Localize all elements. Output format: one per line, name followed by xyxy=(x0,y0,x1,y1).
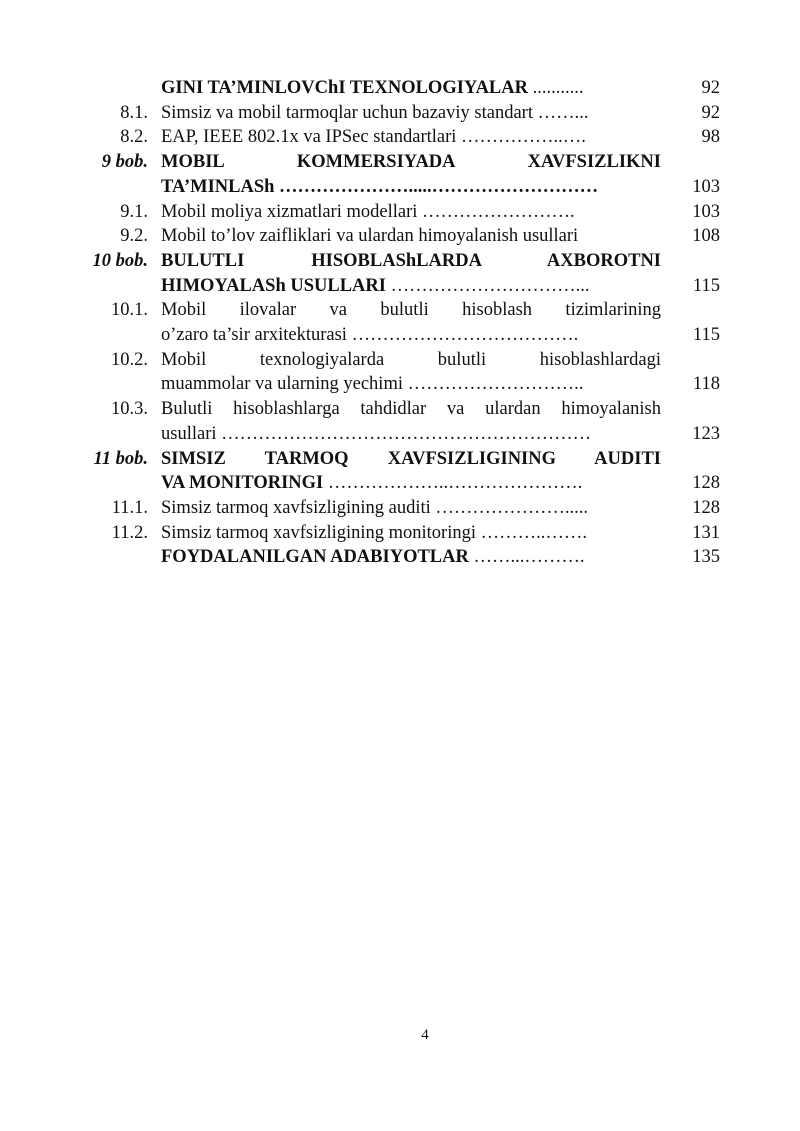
toc-page-number: 103 xyxy=(692,176,720,197)
section-number: 11.1. xyxy=(111,497,148,518)
toc-entry-leader: ........... xyxy=(528,78,584,98)
toc-entry-title xyxy=(161,224,661,249)
toc-entry xyxy=(60,545,740,570)
toc-page-number: 135 xyxy=(692,547,720,568)
toc-entry-title-line xyxy=(161,150,661,175)
toc-entry-title xyxy=(161,447,661,496)
toc-entry xyxy=(60,298,740,347)
toc-entry-text: Mobil ilovalar va bulutli hisoblash tizimlarining xyxy=(161,300,661,321)
toc-entry-text: Mobil to’lov zaifliklari va ulardan himoyalanish usullari xyxy=(161,226,579,247)
toc-page-number: 108 xyxy=(692,226,720,247)
toc-page-number: 118 xyxy=(692,374,720,395)
toc-entry-title-line xyxy=(161,76,661,101)
section-number: 10.2. xyxy=(111,349,148,370)
toc-page-number: 98 xyxy=(701,127,720,148)
toc-entry-text: Simsiz tarmoq xavfsizligining auditi …………………..... xyxy=(161,497,589,518)
toc-entry-title xyxy=(161,249,661,298)
toc-entry-title-line xyxy=(161,348,661,373)
toc-entry xyxy=(60,521,740,546)
toc-entry-text: Bulutli hisoblashlarga tahdidlar va ulardan himoyalanish xyxy=(161,399,661,420)
toc-entry xyxy=(60,397,740,446)
toc-entry-text: o’zaro ta’sir arxitekturasi ………………………………. xyxy=(161,325,579,346)
toc-entry xyxy=(60,224,740,249)
toc-entry-heading-text: FOYDALANILGAN ADABIYOTLAR xyxy=(161,547,469,568)
toc-entry xyxy=(60,76,740,101)
toc-entry-title xyxy=(161,150,661,199)
toc-entry-title-line xyxy=(161,447,661,472)
toc-entry-title xyxy=(161,101,661,126)
toc-entry-heading-text: SIMSIZ TARMOQ XAVFSIZLIGINING AUDITI xyxy=(161,448,661,469)
toc-entry-title xyxy=(161,200,661,225)
toc-entry xyxy=(60,101,740,126)
toc-entry xyxy=(60,496,740,521)
toc-entry-title xyxy=(161,521,661,546)
toc-entry-heading-text: TA’MINLASh ………………….....……………………… xyxy=(161,176,599,197)
toc-entry-title-line xyxy=(161,274,661,299)
toc-entry-title-line xyxy=(161,175,661,200)
toc-entry-title-line xyxy=(161,249,661,274)
toc-page-number: 92 xyxy=(701,78,720,98)
toc-entry-title xyxy=(161,76,661,101)
toc-entry-title-line xyxy=(161,125,661,150)
toc-entry-leader: ……...………. xyxy=(468,547,585,568)
toc-entry-title-line xyxy=(161,496,661,521)
toc-entry-title-line xyxy=(161,471,661,496)
toc-entry-text: Mobil texnologiyalarda bulutli hisoblashlardagi xyxy=(161,349,661,370)
section-number: 8.2. xyxy=(120,127,148,148)
toc-page-number: 115 xyxy=(692,325,720,346)
section-number: 9.2. xyxy=(120,226,148,247)
toc-entry-title-line xyxy=(161,422,661,447)
toc-entry xyxy=(60,447,740,496)
section-number: 8.1. xyxy=(120,102,148,123)
toc-entry-title xyxy=(161,397,661,446)
section-number: 9.1. xyxy=(120,201,148,222)
toc-entry-leader: …………………………... xyxy=(385,275,590,296)
toc-entry-leader: ………………..…………………. xyxy=(323,473,583,494)
toc-entry-text: Mobil moliya xizmatlari modellari ……………………. xyxy=(161,201,575,222)
toc-entry xyxy=(60,125,740,150)
toc-entry-title-line xyxy=(161,224,661,249)
toc-entry-title-line xyxy=(161,372,661,397)
section-number: 10.3. xyxy=(111,399,148,420)
toc-page-number: 103 xyxy=(692,201,720,222)
toc-entry-title-line xyxy=(161,545,661,570)
toc-page-number: 115 xyxy=(692,275,720,296)
toc-entry-title-line xyxy=(161,323,661,348)
table-of-contents xyxy=(60,76,740,570)
toc-page-number: 131 xyxy=(692,522,720,543)
toc-entry-heading-text: BULUTLI HISOBLAShLARDA AXBOROTNI xyxy=(161,250,661,271)
toc-entry xyxy=(60,200,740,225)
toc-entry-heading-text: MOBIL KOMMERSIYADA XAVFSIZLIKNI xyxy=(161,152,661,173)
toc-entry-title xyxy=(161,298,661,347)
toc-entry-title-line xyxy=(161,397,661,422)
toc-entry-heading-text: GINI TA’MINLOVChI TEXNOLOGIYALAR xyxy=(161,78,528,98)
toc-entry xyxy=(60,249,740,298)
toc-entry-heading-text: HIMOYALASh USULLARI xyxy=(161,275,386,296)
toc-page-number: 128 xyxy=(692,473,720,494)
section-number: 11.2. xyxy=(111,522,148,543)
chapter-number: 9 bob. xyxy=(101,152,148,173)
section-number: 10.1. xyxy=(111,300,148,321)
toc-entry-text: muammolar va ularning yechimi ……………………….. xyxy=(161,374,584,395)
toc-entry-title-line xyxy=(161,298,661,323)
toc-entry-text: Simsiz va mobil tarmoqlar uchun bazaviy standart ……... xyxy=(161,102,589,123)
toc-entry-title-line xyxy=(161,200,661,225)
toc-entry-text: usullari …………………………………………………… xyxy=(161,423,592,444)
toc-entry-heading-text: VA MONITORINGI xyxy=(161,473,324,494)
chapter-number: 10 bob. xyxy=(92,250,148,271)
chapter-number: 11 bob. xyxy=(93,448,148,469)
toc-entry xyxy=(60,348,740,397)
toc-entry xyxy=(60,150,740,199)
toc-entry-text: Simsiz tarmoq xavfsizligining monitoringi ………..……. xyxy=(161,522,587,543)
toc-entry-title-line xyxy=(161,521,661,546)
toc-entry-title xyxy=(161,496,661,521)
toc-page-number: 92 xyxy=(701,102,720,123)
toc-entry-title-line xyxy=(161,101,661,126)
toc-page-number: 128 xyxy=(692,497,720,518)
toc-entry-title xyxy=(161,125,661,150)
toc-page-number: 123 xyxy=(692,423,720,444)
toc-entry-title xyxy=(161,348,661,397)
toc-entry-text: EAP, IEEE 802.1x va IPSec standartlari ……………..…. xyxy=(161,127,586,148)
page-number: 4 xyxy=(421,1027,429,1043)
toc-entry-title xyxy=(161,545,661,570)
